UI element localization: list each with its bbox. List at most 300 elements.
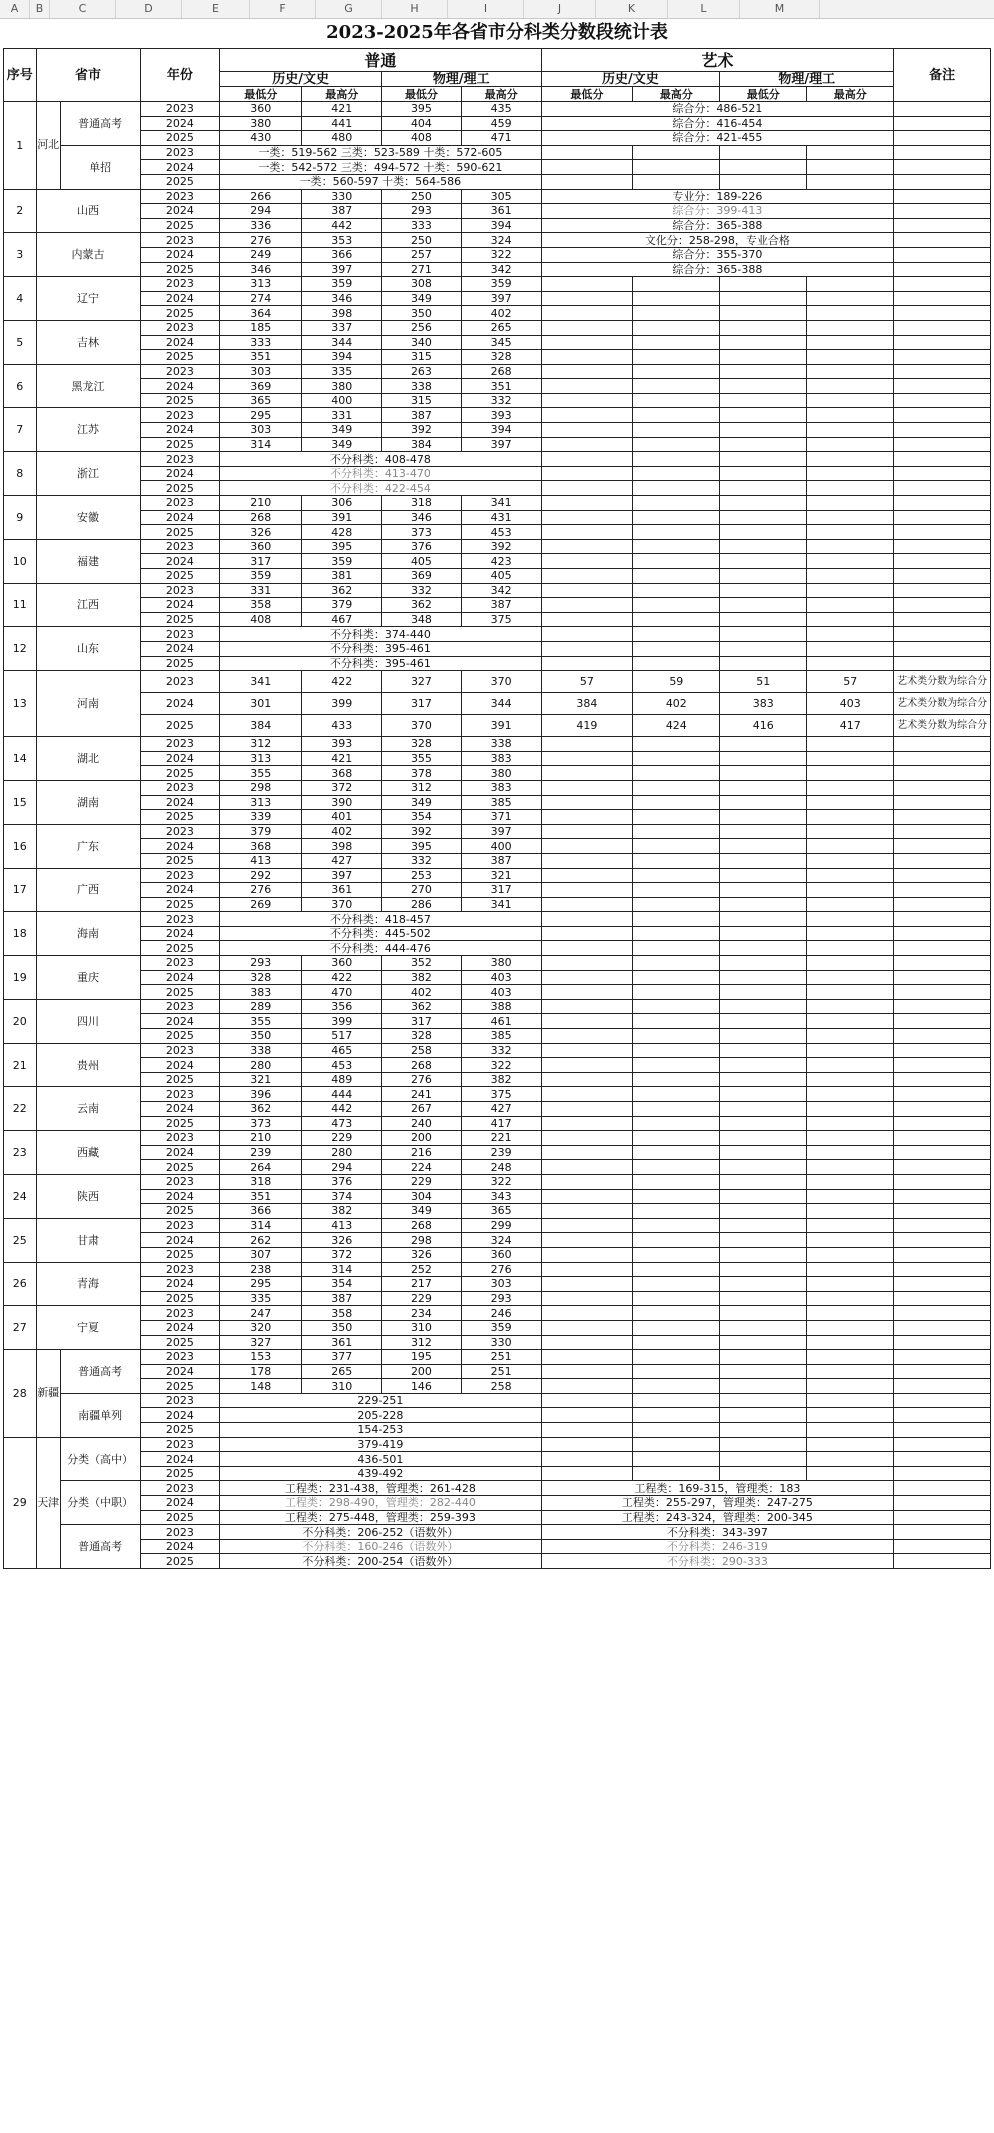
empty-cell bbox=[633, 985, 720, 1000]
empty-cell bbox=[541, 824, 633, 839]
table-row bbox=[4, 1452, 991, 1467]
score-cell: 360 bbox=[220, 102, 302, 117]
art-merged-cell: 综合分：399-413 bbox=[541, 204, 894, 219]
empty-cell bbox=[720, 1320, 807, 1335]
year-cell: 2025 bbox=[140, 897, 220, 912]
empty-cell bbox=[807, 277, 894, 292]
column-letter[interactable]: B bbox=[30, 0, 50, 18]
table-row bbox=[4, 1131, 991, 1146]
score-cell: 349 bbox=[302, 423, 382, 438]
empty-cell bbox=[894, 883, 991, 898]
empty-cell bbox=[541, 510, 633, 525]
table-row bbox=[4, 897, 991, 912]
score-cell: 216 bbox=[382, 1145, 462, 1160]
empty-cell bbox=[633, 1466, 720, 1481]
score-cell: 241 bbox=[382, 1087, 462, 1102]
empty-cell bbox=[633, 1189, 720, 1204]
empty-cell bbox=[894, 379, 991, 394]
header-min: 最低分 bbox=[541, 87, 633, 102]
sub-category-cell: 普通高考 bbox=[60, 1525, 140, 1569]
empty-cell bbox=[633, 795, 720, 810]
empty-cell bbox=[894, 131, 991, 146]
empty-cell bbox=[894, 364, 991, 379]
province-cell: 山西 bbox=[36, 189, 140, 233]
header-note: 备注 bbox=[894, 49, 991, 102]
year-cell: 2024 bbox=[140, 160, 220, 175]
year-cell: 2025 bbox=[140, 715, 220, 737]
score-cell: 328 bbox=[220, 970, 302, 985]
province-cell: 青海 bbox=[36, 1262, 140, 1306]
empty-cell bbox=[541, 1466, 633, 1481]
empty-cell bbox=[894, 496, 991, 511]
header-putong-physics: 物理/理工 bbox=[382, 72, 541, 87]
sub-category-cell: 单招 bbox=[60, 145, 140, 189]
sub-category-cell: 分类（中职） bbox=[60, 1481, 140, 1525]
score-cell: 385 bbox=[461, 795, 541, 810]
table-row bbox=[4, 1233, 991, 1248]
score-cell: 310 bbox=[382, 1320, 462, 1335]
empty-cell bbox=[894, 810, 991, 825]
empty-cell bbox=[720, 656, 807, 671]
empty-cell bbox=[633, 1102, 720, 1117]
column-letter[interactable]: A bbox=[0, 0, 30, 18]
empty-cell bbox=[633, 1437, 720, 1452]
empty-cell bbox=[633, 1379, 720, 1394]
column-letter[interactable]: M bbox=[740, 0, 820, 18]
table-row bbox=[4, 525, 991, 540]
table-row bbox=[4, 1510, 991, 1525]
empty-cell bbox=[894, 1335, 991, 1350]
empty-cell bbox=[633, 883, 720, 898]
empty-cell bbox=[541, 437, 633, 452]
table-row bbox=[4, 437, 991, 452]
year-cell: 2024 bbox=[140, 598, 220, 613]
seq-cell: 22 bbox=[4, 1087, 37, 1131]
table-row bbox=[4, 868, 991, 883]
province-cell: 江西 bbox=[36, 583, 140, 627]
empty-cell bbox=[541, 656, 633, 671]
year-cell: 2023 bbox=[140, 1218, 220, 1233]
province-cell: 安徽 bbox=[36, 496, 140, 540]
score-cell: 398 bbox=[302, 839, 382, 854]
year-cell: 2023 bbox=[140, 364, 220, 379]
empty-cell bbox=[633, 780, 720, 795]
year-cell: 2025 bbox=[140, 131, 220, 146]
score-cell: 428 bbox=[302, 525, 382, 540]
year-cell: 2025 bbox=[140, 612, 220, 627]
seq-cell: 26 bbox=[4, 1262, 37, 1306]
art-merged-cell: 工程类：255-297，管理类：247-275 bbox=[541, 1496, 894, 1511]
year-cell: 2025 bbox=[140, 1510, 220, 1525]
empty-cell bbox=[720, 912, 807, 927]
province-cell: 西藏 bbox=[36, 1131, 140, 1175]
empty-cell bbox=[541, 145, 633, 160]
year-cell: 2023 bbox=[140, 539, 220, 554]
empty-cell bbox=[894, 569, 991, 584]
column-letter[interactable]: L bbox=[668, 0, 740, 18]
score-cell: 304 bbox=[382, 1189, 462, 1204]
score-cell: 399 bbox=[302, 693, 382, 715]
score-cell: 396 bbox=[220, 1087, 302, 1102]
empty-cell bbox=[894, 1277, 991, 1292]
empty-cell bbox=[720, 1306, 807, 1321]
province-cell: 河北 bbox=[36, 102, 60, 190]
empty-cell bbox=[541, 1291, 633, 1306]
province-cell: 新疆 bbox=[36, 1350, 60, 1438]
empty-cell bbox=[720, 145, 807, 160]
art-score-cell: 384 bbox=[541, 693, 633, 715]
column-letter[interactable]: K bbox=[596, 0, 668, 18]
score-cell: 324 bbox=[461, 1233, 541, 1248]
seq-cell: 20 bbox=[4, 999, 37, 1043]
year-cell: 2024 bbox=[140, 510, 220, 525]
score-cell: 382 bbox=[461, 1072, 541, 1087]
empty-cell bbox=[633, 641, 720, 656]
empty-cell bbox=[633, 1014, 720, 1029]
empty-cell bbox=[541, 737, 633, 752]
merged-score-cell: 不分科类：395-461 bbox=[220, 641, 541, 656]
column-letter[interactable]: G bbox=[316, 0, 382, 18]
score-cell: 267 bbox=[382, 1102, 462, 1117]
table-row bbox=[4, 539, 991, 554]
score-cell: 377 bbox=[302, 1350, 382, 1365]
score-cell: 392 bbox=[382, 824, 462, 839]
empty-cell bbox=[720, 1437, 807, 1452]
score-cell: 422 bbox=[302, 671, 382, 693]
merged-score-cell: 379-419 bbox=[220, 1437, 541, 1452]
score-cell: 328 bbox=[382, 1029, 462, 1044]
score-cell: 332 bbox=[382, 583, 462, 598]
score-cell: 361 bbox=[461, 204, 541, 219]
year-cell: 2025 bbox=[140, 1335, 220, 1350]
empty-cell bbox=[807, 1131, 894, 1146]
table-row bbox=[4, 999, 991, 1014]
empty-cell bbox=[541, 956, 633, 971]
table-row bbox=[4, 1277, 991, 1292]
province-cell: 云南 bbox=[36, 1087, 140, 1131]
empty-cell bbox=[720, 1452, 807, 1467]
table-row bbox=[4, 510, 991, 525]
header-max: 最高分 bbox=[807, 87, 894, 102]
art-score-cell: 424 bbox=[633, 715, 720, 737]
header-yishu: 艺术 bbox=[541, 49, 894, 72]
header-art-physics: 物理/理工 bbox=[720, 72, 894, 87]
empty-cell bbox=[633, 1408, 720, 1423]
score-cell: 312 bbox=[220, 737, 302, 752]
empty-cell bbox=[633, 941, 720, 956]
empty-cell bbox=[894, 233, 991, 248]
empty-cell bbox=[633, 853, 720, 868]
score-cell: 148 bbox=[220, 1379, 302, 1394]
empty-cell bbox=[807, 1145, 894, 1160]
score-cell: 421 bbox=[302, 102, 382, 117]
score-cell: 344 bbox=[302, 335, 382, 350]
score-cell: 350 bbox=[220, 1029, 302, 1044]
empty-cell bbox=[541, 408, 633, 423]
empty-cell bbox=[633, 612, 720, 627]
column-letter[interactable]: E bbox=[182, 0, 250, 18]
score-cell: 256 bbox=[382, 320, 462, 335]
art-score-cell: 57 bbox=[541, 671, 633, 693]
province-cell: 福建 bbox=[36, 539, 140, 583]
empty-cell bbox=[894, 160, 991, 175]
score-cell: 308 bbox=[382, 277, 462, 292]
empty-cell bbox=[720, 1350, 807, 1365]
note-cell: 艺术类分数为综合分 bbox=[894, 715, 991, 737]
table-row bbox=[4, 693, 991, 715]
column-letter[interactable]: J bbox=[524, 0, 596, 18]
empty-cell bbox=[541, 393, 633, 408]
header-max: 最高分 bbox=[633, 87, 720, 102]
year-cell: 2023 bbox=[140, 452, 220, 467]
art-merged-cell: 工程类：169-315，管理类：183 bbox=[541, 1481, 894, 1496]
empty-cell bbox=[894, 1364, 991, 1379]
year-cell: 2023 bbox=[140, 233, 220, 248]
score-cell: 362 bbox=[382, 598, 462, 613]
province-cell: 广西 bbox=[36, 868, 140, 912]
table-row bbox=[4, 1379, 991, 1394]
year-cell: 2023 bbox=[140, 145, 220, 160]
table-row bbox=[4, 883, 991, 898]
year-cell: 2023 bbox=[140, 999, 220, 1014]
table-row bbox=[4, 145, 991, 160]
empty-cell bbox=[541, 897, 633, 912]
empty-cell bbox=[807, 408, 894, 423]
empty-cell bbox=[894, 612, 991, 627]
header-min: 最低分 bbox=[220, 87, 302, 102]
empty-cell bbox=[541, 160, 633, 175]
empty-cell bbox=[894, 656, 991, 671]
empty-cell bbox=[894, 985, 991, 1000]
empty-cell bbox=[720, 1408, 807, 1423]
empty-cell bbox=[807, 656, 894, 671]
merged-score-cell: 不分科类：408-478 bbox=[220, 452, 541, 467]
table-row bbox=[4, 350, 991, 365]
empty-cell bbox=[807, 1043, 894, 1058]
empty-cell bbox=[807, 795, 894, 810]
score-cell: 336 bbox=[220, 218, 302, 233]
empty-cell bbox=[894, 583, 991, 598]
year-cell: 2024 bbox=[140, 751, 220, 766]
empty-cell bbox=[633, 452, 720, 467]
year-cell: 2025 bbox=[140, 1204, 220, 1219]
empty-cell bbox=[541, 941, 633, 956]
empty-cell bbox=[541, 1116, 633, 1131]
empty-cell bbox=[633, 1087, 720, 1102]
score-cell: 229 bbox=[382, 1174, 462, 1189]
art-score-cell: 51 bbox=[720, 671, 807, 693]
score-cell: 359 bbox=[302, 277, 382, 292]
seq-cell: 1 bbox=[4, 102, 37, 190]
score-cell: 365 bbox=[461, 1204, 541, 1219]
province-cell: 宁夏 bbox=[36, 1306, 140, 1350]
merged-score-cell: 439-492 bbox=[220, 1466, 541, 1481]
score-cell: 387 bbox=[382, 408, 462, 423]
empty-cell bbox=[720, 1072, 807, 1087]
score-cell: 313 bbox=[220, 277, 302, 292]
score-cell: 348 bbox=[382, 612, 462, 627]
header-min: 最低分 bbox=[382, 87, 462, 102]
score-cell: 370 bbox=[461, 671, 541, 693]
year-cell: 2024 bbox=[140, 1145, 220, 1160]
empty-cell bbox=[894, 1204, 991, 1219]
seq-cell: 15 bbox=[4, 780, 37, 824]
empty-cell bbox=[633, 539, 720, 554]
column-letter[interactable]: F bbox=[250, 0, 316, 18]
empty-cell bbox=[807, 1364, 894, 1379]
table-row bbox=[4, 641, 991, 656]
score-cell: 303 bbox=[220, 423, 302, 438]
seq-cell: 5 bbox=[4, 320, 37, 364]
score-cell: 351 bbox=[220, 1189, 302, 1204]
empty-cell bbox=[541, 926, 633, 941]
empty-cell bbox=[541, 1320, 633, 1335]
year-cell: 2025 bbox=[140, 1247, 220, 1262]
empty-cell bbox=[541, 291, 633, 306]
empty-cell bbox=[541, 839, 633, 854]
empty-cell bbox=[633, 364, 720, 379]
table-row bbox=[4, 335, 991, 350]
year-cell: 2024 bbox=[140, 1102, 220, 1117]
year-cell: 2025 bbox=[140, 1423, 220, 1438]
score-cell: 376 bbox=[302, 1174, 382, 1189]
empty-cell bbox=[894, 1437, 991, 1452]
column-letter[interactable]: H bbox=[382, 0, 448, 18]
table-row bbox=[4, 1014, 991, 1029]
year-cell: 2023 bbox=[140, 102, 220, 117]
empty-cell bbox=[541, 335, 633, 350]
score-cell: 382 bbox=[302, 1204, 382, 1219]
empty-cell bbox=[720, 897, 807, 912]
empty-cell bbox=[633, 1393, 720, 1408]
score-cell: 380 bbox=[461, 766, 541, 781]
score-cell: 303 bbox=[220, 364, 302, 379]
score-cell: 380 bbox=[220, 116, 302, 131]
score-cell: 373 bbox=[382, 525, 462, 540]
note-cell: 艺术类分数为综合分 bbox=[894, 693, 991, 715]
empty-cell bbox=[894, 1408, 991, 1423]
score-cell: 310 bbox=[302, 1379, 382, 1394]
table-row bbox=[4, 1160, 991, 1175]
year-cell: 2024 bbox=[140, 839, 220, 854]
empty-cell bbox=[720, 824, 807, 839]
table-row bbox=[4, 131, 991, 146]
score-cell: 379 bbox=[302, 598, 382, 613]
empty-cell bbox=[720, 1131, 807, 1146]
table-row bbox=[4, 1350, 991, 1365]
empty-cell bbox=[894, 1043, 991, 1058]
table-row bbox=[4, 160, 991, 175]
empty-cell bbox=[633, 999, 720, 1014]
score-cell: 378 bbox=[382, 766, 462, 781]
score-cell: 413 bbox=[220, 853, 302, 868]
year-cell: 2024 bbox=[140, 970, 220, 985]
empty-cell bbox=[807, 496, 894, 511]
table-row bbox=[4, 1481, 991, 1496]
year-cell: 2023 bbox=[140, 737, 220, 752]
empty-cell bbox=[894, 247, 991, 262]
score-cell: 356 bbox=[302, 999, 382, 1014]
score-cell: 431 bbox=[461, 510, 541, 525]
empty-cell bbox=[894, 1554, 991, 1569]
score-cell: 442 bbox=[302, 1102, 382, 1117]
empty-cell bbox=[894, 1350, 991, 1365]
art-merged-cell: 综合分：416-454 bbox=[541, 116, 894, 131]
empty-cell bbox=[720, 320, 807, 335]
score-cell: 328 bbox=[382, 737, 462, 752]
empty-cell bbox=[807, 1408, 894, 1423]
empty-cell bbox=[894, 897, 991, 912]
score-cell: 417 bbox=[461, 1116, 541, 1131]
year-cell: 2025 bbox=[140, 306, 220, 321]
empty-cell bbox=[807, 1189, 894, 1204]
column-letter[interactable]: D bbox=[116, 0, 182, 18]
empty-cell bbox=[807, 780, 894, 795]
score-cell: 315 bbox=[382, 393, 462, 408]
score-cell: 315 bbox=[382, 350, 462, 365]
empty-cell bbox=[720, 598, 807, 613]
empty-cell bbox=[633, 510, 720, 525]
empty-cell bbox=[894, 1466, 991, 1481]
seq-cell: 10 bbox=[4, 539, 37, 583]
empty-cell bbox=[541, 320, 633, 335]
empty-cell bbox=[720, 839, 807, 854]
header-putong-history: 历史/文史 bbox=[220, 72, 382, 87]
score-cell: 298 bbox=[382, 1233, 462, 1248]
column-letter[interactable]: C bbox=[50, 0, 116, 18]
empty-cell bbox=[633, 1058, 720, 1073]
score-cell: 340 bbox=[382, 335, 462, 350]
empty-cell bbox=[894, 1131, 991, 1146]
column-letter[interactable]: I bbox=[448, 0, 524, 18]
score-cell: 403 bbox=[461, 970, 541, 985]
empty-cell bbox=[720, 1466, 807, 1481]
score-cell: 326 bbox=[220, 525, 302, 540]
empty-cell bbox=[633, 1350, 720, 1365]
empty-cell bbox=[541, 174, 633, 189]
empty-cell bbox=[541, 641, 633, 656]
score-cell: 350 bbox=[382, 306, 462, 321]
score-cell: 433 bbox=[302, 715, 382, 737]
empty-cell bbox=[894, 466, 991, 481]
score-cell: 369 bbox=[220, 379, 302, 394]
header-min: 最低分 bbox=[720, 87, 807, 102]
empty-cell bbox=[720, 1189, 807, 1204]
province-cell: 内蒙古 bbox=[36, 233, 140, 277]
empty-cell bbox=[720, 737, 807, 752]
score-cell: 268 bbox=[220, 510, 302, 525]
seq-cell: 18 bbox=[4, 912, 37, 956]
empty-cell bbox=[541, 364, 633, 379]
score-cell: 373 bbox=[220, 1116, 302, 1131]
score-cell: 229 bbox=[382, 1291, 462, 1306]
empty-cell bbox=[541, 612, 633, 627]
empty-cell bbox=[541, 912, 633, 927]
empty-cell bbox=[720, 1262, 807, 1277]
score-cell: 258 bbox=[461, 1379, 541, 1394]
year-cell: 2023 bbox=[140, 583, 220, 598]
empty-cell bbox=[720, 466, 807, 481]
year-cell: 2025 bbox=[140, 262, 220, 277]
empty-cell bbox=[720, 408, 807, 423]
empty-cell bbox=[720, 481, 807, 496]
year-cell: 2023 bbox=[140, 1437, 220, 1452]
score-cell: 345 bbox=[461, 335, 541, 350]
art-score-cell: 416 bbox=[720, 715, 807, 737]
empty-cell bbox=[894, 102, 991, 117]
empty-cell bbox=[541, 1204, 633, 1219]
empty-cell bbox=[541, 306, 633, 321]
